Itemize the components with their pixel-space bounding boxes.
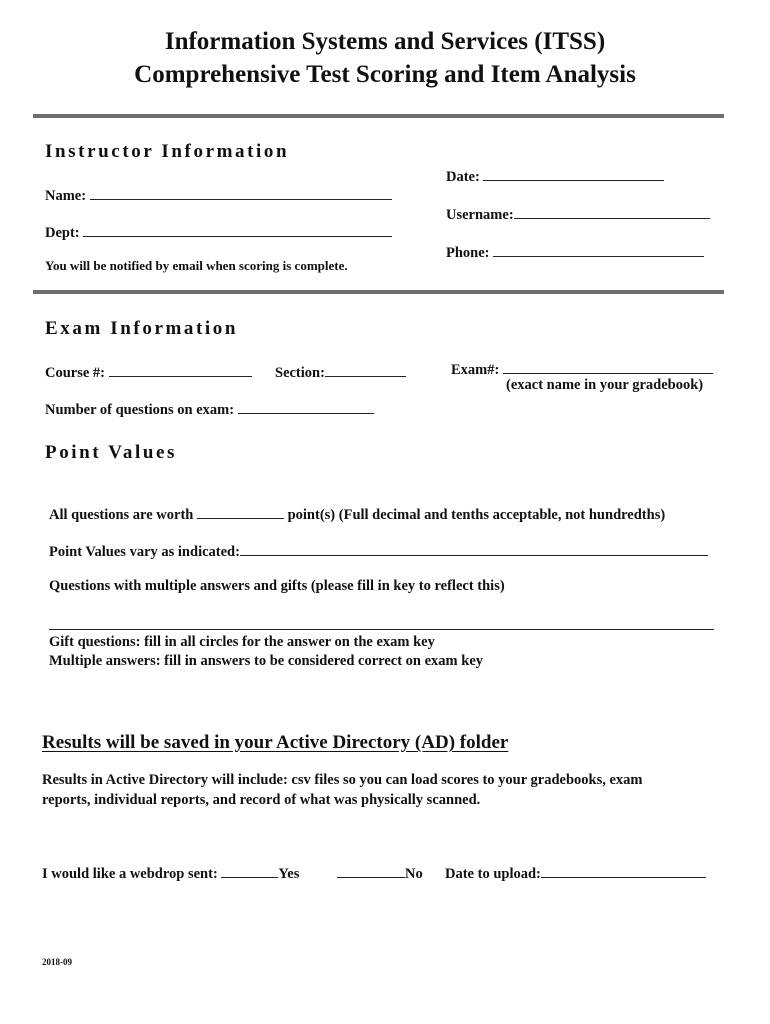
phone-label: Phone: bbox=[446, 245, 490, 261]
notification-notice: You will be notified by email when scoring is complete. bbox=[45, 258, 348, 273]
yes-label: Yes bbox=[278, 866, 300, 882]
num-questions-label: Number of questions on exam: bbox=[45, 402, 235, 418]
name-field[interactable] bbox=[90, 185, 392, 200]
course-field[interactable] bbox=[109, 362, 252, 377]
section-field[interactable] bbox=[325, 362, 406, 377]
gift-note: Gift questions: fill in all circles for the answer on the exam key bbox=[49, 634, 435, 650]
point-values-heading: Point Values bbox=[45, 442, 178, 463]
exam-name-note: (exact name in your gradebook) bbox=[506, 377, 704, 393]
form-title-line1: Information Systems and Services (ITSS) bbox=[164, 28, 606, 55]
vary-label: Point Values vary as indicated: bbox=[49, 544, 240, 560]
no-label: No bbox=[405, 866, 423, 882]
username-field-row bbox=[446, 204, 710, 224]
exam-field-row bbox=[451, 359, 713, 379]
username-field[interactable] bbox=[514, 204, 710, 219]
vary-row bbox=[49, 541, 708, 561]
phone-field[interactable] bbox=[493, 242, 704, 257]
form-title-line2: Comprehensive Test Scoring and Item Analysis bbox=[134, 61, 636, 88]
vary-field[interactable] bbox=[240, 541, 708, 556]
all-worth-note: point(s) (Full decimal and tenths acceptable, not hundredths) bbox=[287, 507, 666, 523]
dept-field[interactable] bbox=[83, 222, 392, 237]
all-worth-field[interactable] bbox=[197, 504, 284, 519]
date-field[interactable] bbox=[483, 166, 664, 181]
num-questions-row bbox=[45, 399, 374, 419]
section-field-row bbox=[275, 362, 406, 382]
section-divider bbox=[33, 114, 724, 118]
phone-field-row bbox=[446, 242, 704, 262]
multi-answers-note: Multiple answers: fill in answers to be considered correct on exam key bbox=[49, 653, 484, 669]
webdrop-yes-field[interactable] bbox=[221, 863, 278, 878]
upload-date-field[interactable] bbox=[541, 863, 706, 878]
exam-label: Exam#: bbox=[451, 362, 500, 378]
section-divider bbox=[33, 290, 724, 294]
exam-section-heading: Exam Information bbox=[45, 318, 239, 339]
results-body-line1: Results in Active Directory will include: csv files so you can load scores to your gradebooks, exam bbox=[42, 772, 643, 788]
dept-label: Dept: bbox=[45, 225, 80, 241]
results-body-line2: reports, individual reports, and record of what was physically scanned. bbox=[42, 792, 481, 808]
multi-answers-label: Questions with multiple answers and gifts (please fill in key to reflect this) bbox=[49, 578, 505, 594]
webdrop-no-row bbox=[337, 863, 423, 883]
username-label: Username: bbox=[446, 207, 514, 223]
course-label: Course #: bbox=[45, 365, 106, 381]
date-field-row bbox=[446, 166, 664, 186]
date-label: Date: bbox=[446, 169, 480, 185]
webdrop-row bbox=[42, 863, 299, 883]
section-label: Section: bbox=[275, 365, 325, 381]
instructor-section-heading: Instructor Information bbox=[45, 141, 290, 162]
webdrop-no-field[interactable] bbox=[337, 863, 405, 878]
multi-answers-field[interactable] bbox=[49, 629, 714, 630]
dept-field-row bbox=[45, 222, 392, 242]
upload-date-row bbox=[445, 863, 706, 883]
all-worth-label: All questions are worth bbox=[49, 507, 194, 523]
webdrop-label: I would like a webdrop sent: bbox=[42, 866, 218, 882]
name-field-row bbox=[45, 185, 392, 205]
course-field-row bbox=[45, 362, 252, 382]
num-questions-field[interactable] bbox=[238, 399, 374, 414]
upload-date-label: Date to upload: bbox=[445, 866, 541, 882]
name-label: Name: bbox=[45, 188, 87, 204]
exam-name-field[interactable] bbox=[503, 359, 713, 374]
results-heading: Results will be saved in your Active Directory (AD) folder bbox=[42, 732, 509, 753]
all-worth-row bbox=[49, 504, 665, 524]
form-version: 2018-09 bbox=[42, 957, 72, 967]
